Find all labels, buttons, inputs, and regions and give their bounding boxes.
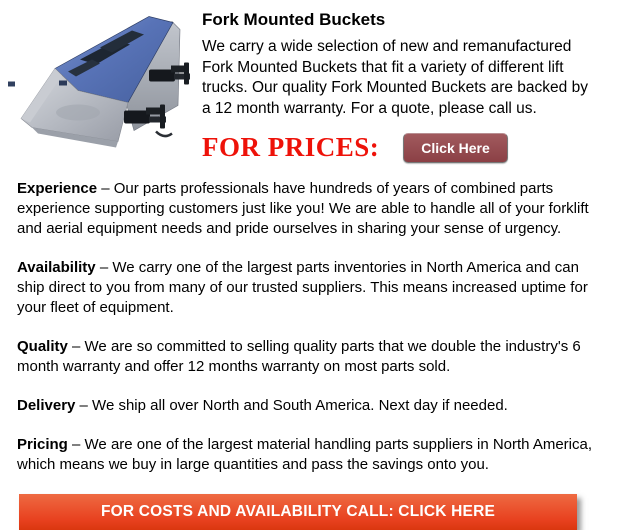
page-title: Fork Mounted Buckets <box>202 10 386 29</box>
header-text-column <box>198 0 619 163</box>
availability-paragraph <box>17 258 599 318</box>
quality-label: Quality <box>17 338 68 356</box>
header-section <box>0 0 619 163</box>
delivery-label: Delivery <box>17 396 76 414</box>
availability-text: – We carry one of the largest parts inventories in North America and can ship direct to you from many of our trusted suppliers. This means increased uptime for your fleet of equipment. <box>17 259 588 317</box>
intro-paragraph: We carry a wide selection of new and remanufactured Fork Mounted Buckets that fit a variety of different lift trucks. Our quality Fork Mounted Buckets are backed by a 12 month warranty. For a quote, please call us. <box>202 38 588 117</box>
quality-paragraph <box>17 337 599 377</box>
pricing-label: Pricing <box>17 435 68 453</box>
pricing-paragraph <box>17 435 599 475</box>
pricing-text: – We are one of the largest material handling parts suppliers in North America, which means we buy in large quantities and pass the savings onto you. <box>17 435 593 473</box>
click-here-button[interactable]: Click Here <box>403 133 507 163</box>
bucket-illustration <box>8 6 198 154</box>
prices-row <box>202 132 593 163</box>
for-prices-label: FOR PRICES: <box>202 132 380 163</box>
info-sections <box>0 163 619 474</box>
experience-label: Experience <box>17 180 98 198</box>
delivery-paragraph <box>17 396 599 416</box>
delivery-text: – We ship all over North and South America. Next day if needed. <box>79 396 508 414</box>
experience-paragraph <box>17 179 599 239</box>
availability-label: Availability <box>17 259 96 277</box>
experience-text: – Our parts professionals have hundreds of years of combined parts experience supporting customers just like you! We are able to handle all of your forklift and aerial equipment needs and pride ourselves in sharing your sense of urgency. <box>17 180 589 238</box>
quality-text: – We are so committed to selling quality parts that we double the industry's 6 month warranty and offer 12 months warranty on most parts sold. <box>17 338 581 375</box>
costs-availability-banner[interactable]: FOR COSTS AND AVAILABILITY CALL: CLICK HERE <box>19 494 577 530</box>
fork-mounted-bucket-image <box>0 0 198 159</box>
